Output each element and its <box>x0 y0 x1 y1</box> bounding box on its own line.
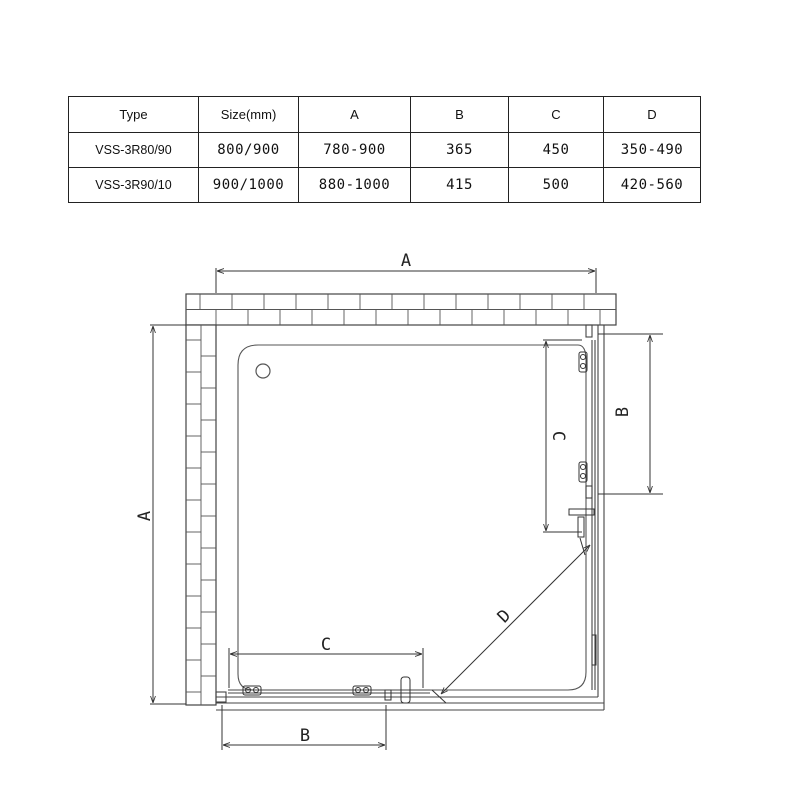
cell-b: 415 <box>411 168 509 203</box>
cell-d: 350-490 <box>604 133 701 168</box>
cell-size: 900/1000 <box>199 168 299 203</box>
top-wall <box>186 294 616 325</box>
cell-b: 365 <box>411 133 509 168</box>
header-d: D <box>604 97 701 133</box>
header-c: C <box>509 97 604 133</box>
cell-d: 420-560 <box>604 168 701 203</box>
header-type: Type <box>69 97 199 133</box>
cell-a: 780-900 <box>299 133 411 168</box>
dim-label-a-top: A <box>400 251 412 271</box>
cell-type: VSS-3R80/90 <box>69 133 199 168</box>
dim-label-a-left: A <box>135 510 155 522</box>
shower-tray <box>238 345 586 690</box>
cell-c: 450 <box>509 133 604 168</box>
cell-c: 500 <box>509 168 604 203</box>
dim-label-b-bottom: B <box>299 726 311 746</box>
dim-label-b-right: B <box>613 406 633 418</box>
cell-type: VSS-3R90/10 <box>69 168 199 203</box>
header-a: A <box>299 97 411 133</box>
dim-label-d-diagonal: D <box>493 605 516 628</box>
dim-label-c-bottom: C <box>320 635 332 655</box>
dim-label-c-right: C <box>548 430 568 442</box>
header-b: B <box>411 97 509 133</box>
cell-a: 880-1000 <box>299 168 411 203</box>
drain-icon <box>256 364 270 378</box>
left-wall <box>186 325 216 705</box>
cell-size: 800/900 <box>199 133 299 168</box>
header-size: Size(mm) <box>199 97 299 133</box>
